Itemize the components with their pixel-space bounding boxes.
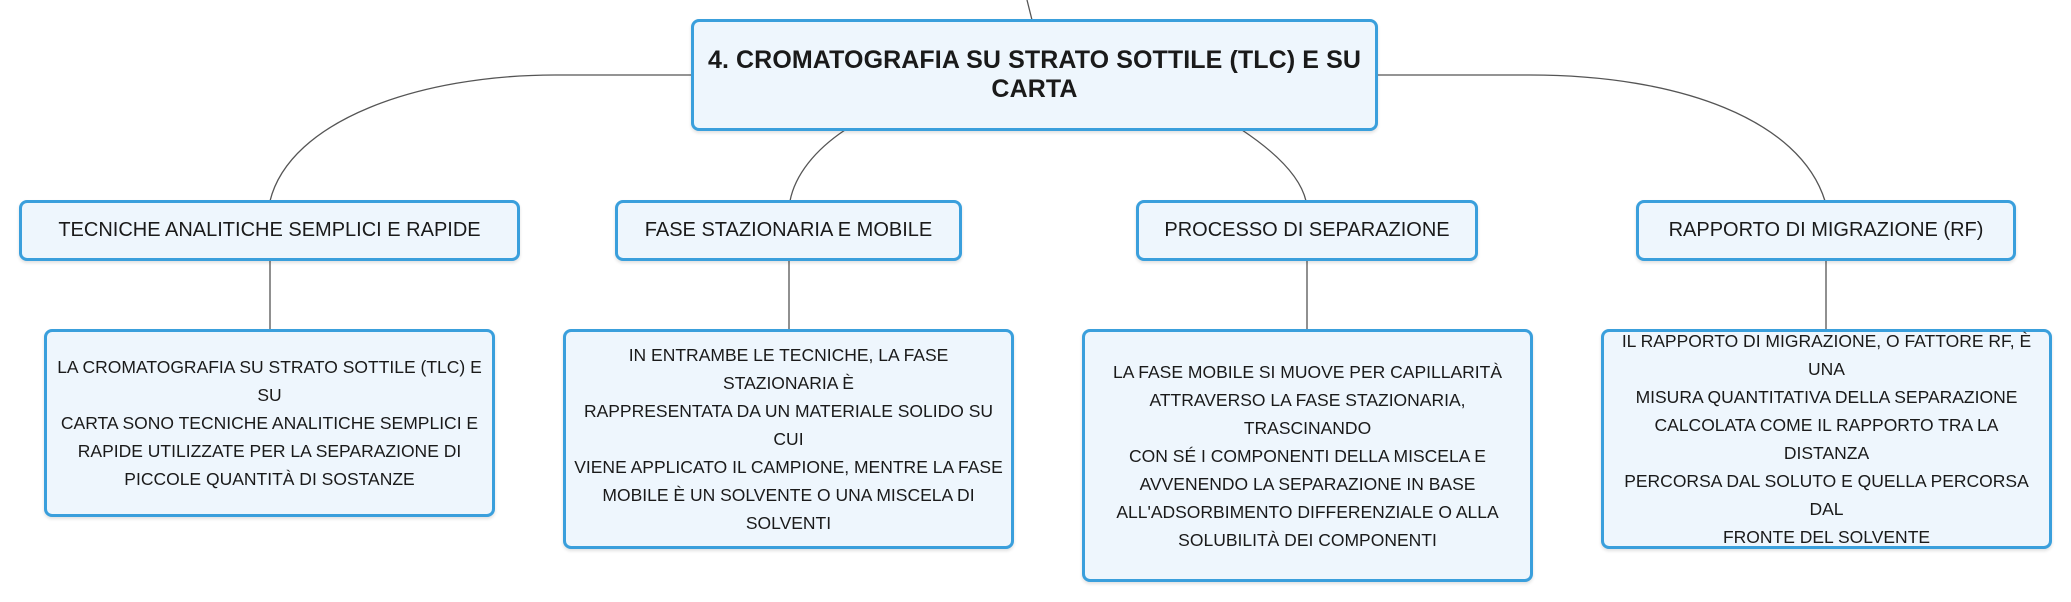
detail-line: LA CROMATOGRAFIA SU STRATO SOTTILE (TLC) E SU [57,357,482,405]
topic-node-1[interactable] [19,200,520,261]
detail-line: PERCORSA DAL SOLUTO E QUELLA PERCORSA DAL [1624,471,2029,519]
detail-line: MISURA QUANTITATIVA DELLA SEPARAZIONE [1635,387,2018,407]
detail-line: CARTA SONO TECNICHE ANALITICHE SEMPLICI E [60,413,479,433]
detail-line: IL RAPPORTO DI MIGRAZIONE, O FATTORE RF, È UNA [1621,331,2032,379]
detail-line: RAPIDE UTILIZZATE PER LA SEPARAZIONE DI [77,441,462,461]
topic-title: FASE STAZIONARIA E MOBILE [644,219,933,241]
detail-line: ATTRAVERSO LA FASE STAZIONARIA, TRASCINANDO [1149,389,1466,438]
connector-parent [1027,0,1032,20]
detail-line: LA FASE MOBILE SI MUOVE PER CAPILLARITÀ [1112,361,1503,382]
topic-title: RAPPORTO DI MIGRAZIONE (RF) [1668,219,1984,241]
detail-line: RAPPRESENTATA DA UN MATERIALE SOLIDO SU CUI [583,401,994,449]
detail-text [1612,327,2041,551]
connector-root-topic-4 [1378,75,1825,201]
topic-node-2[interactable] [615,200,962,261]
connector-root-topic-1 [270,75,691,201]
detail-node-1[interactable] [44,329,495,517]
detail-text [574,341,1003,537]
topic-node-3[interactable] [1136,200,1478,261]
detail-line: CALCOLATA COME IL RAPPORTO TRA LA DISTANZA [1654,415,1999,463]
detail-text [1093,358,1522,554]
detail-line: AVVENENDO LA SEPARAZIONE IN BASE [1139,473,1476,494]
detail-line: ALL'ADSORBIMENTO DIFFERENZIALE O ALLA [1116,501,1499,522]
detail-line: PICCOLE QUANTITÀ DI SOSTANZE [124,469,415,489]
topic-title: PROCESSO DI SEPARAZIONE [1164,219,1450,241]
detail-line: CON SÉ I COMPONENTI DELLA MISCELA E [1129,445,1486,466]
root-title: 4. CROMATOGRAFIA SU STRATO SOTTILE (TLC) E SU CARTA [707,46,1362,103]
topic-title: TECNICHE ANALITICHE SEMPLICI E RAPIDE [58,219,481,241]
detail-node-3[interactable] [1082,329,1533,582]
detail-line: FRONTE DEL SOLVENTE [1722,527,1931,547]
topic-node-4[interactable] [1636,200,2016,261]
detail-line: MOBILE È UN SOLVENTE O UNA MISCELA DI [602,485,975,505]
root-node[interactable] [691,19,1378,131]
detail-node-2[interactable] [563,329,1014,549]
detail-line: IN ENTRAMBE LE TECNICHE, LA FASE STAZIONARIA È [628,345,949,393]
detail-node-4[interactable] [1601,329,2052,549]
connector-root-topic-2 [790,130,845,201]
detail-text [55,353,484,493]
connector-root-topic-3 [1242,130,1306,201]
detail-line: VIENE APPLICATO IL CAMPIONE, MENTRE LA FASE [574,457,1003,477]
detail-line: SOLVENTI [745,513,832,533]
detail-line: SOLUBILITÀ DEI COMPONENTI [1178,529,1437,550]
